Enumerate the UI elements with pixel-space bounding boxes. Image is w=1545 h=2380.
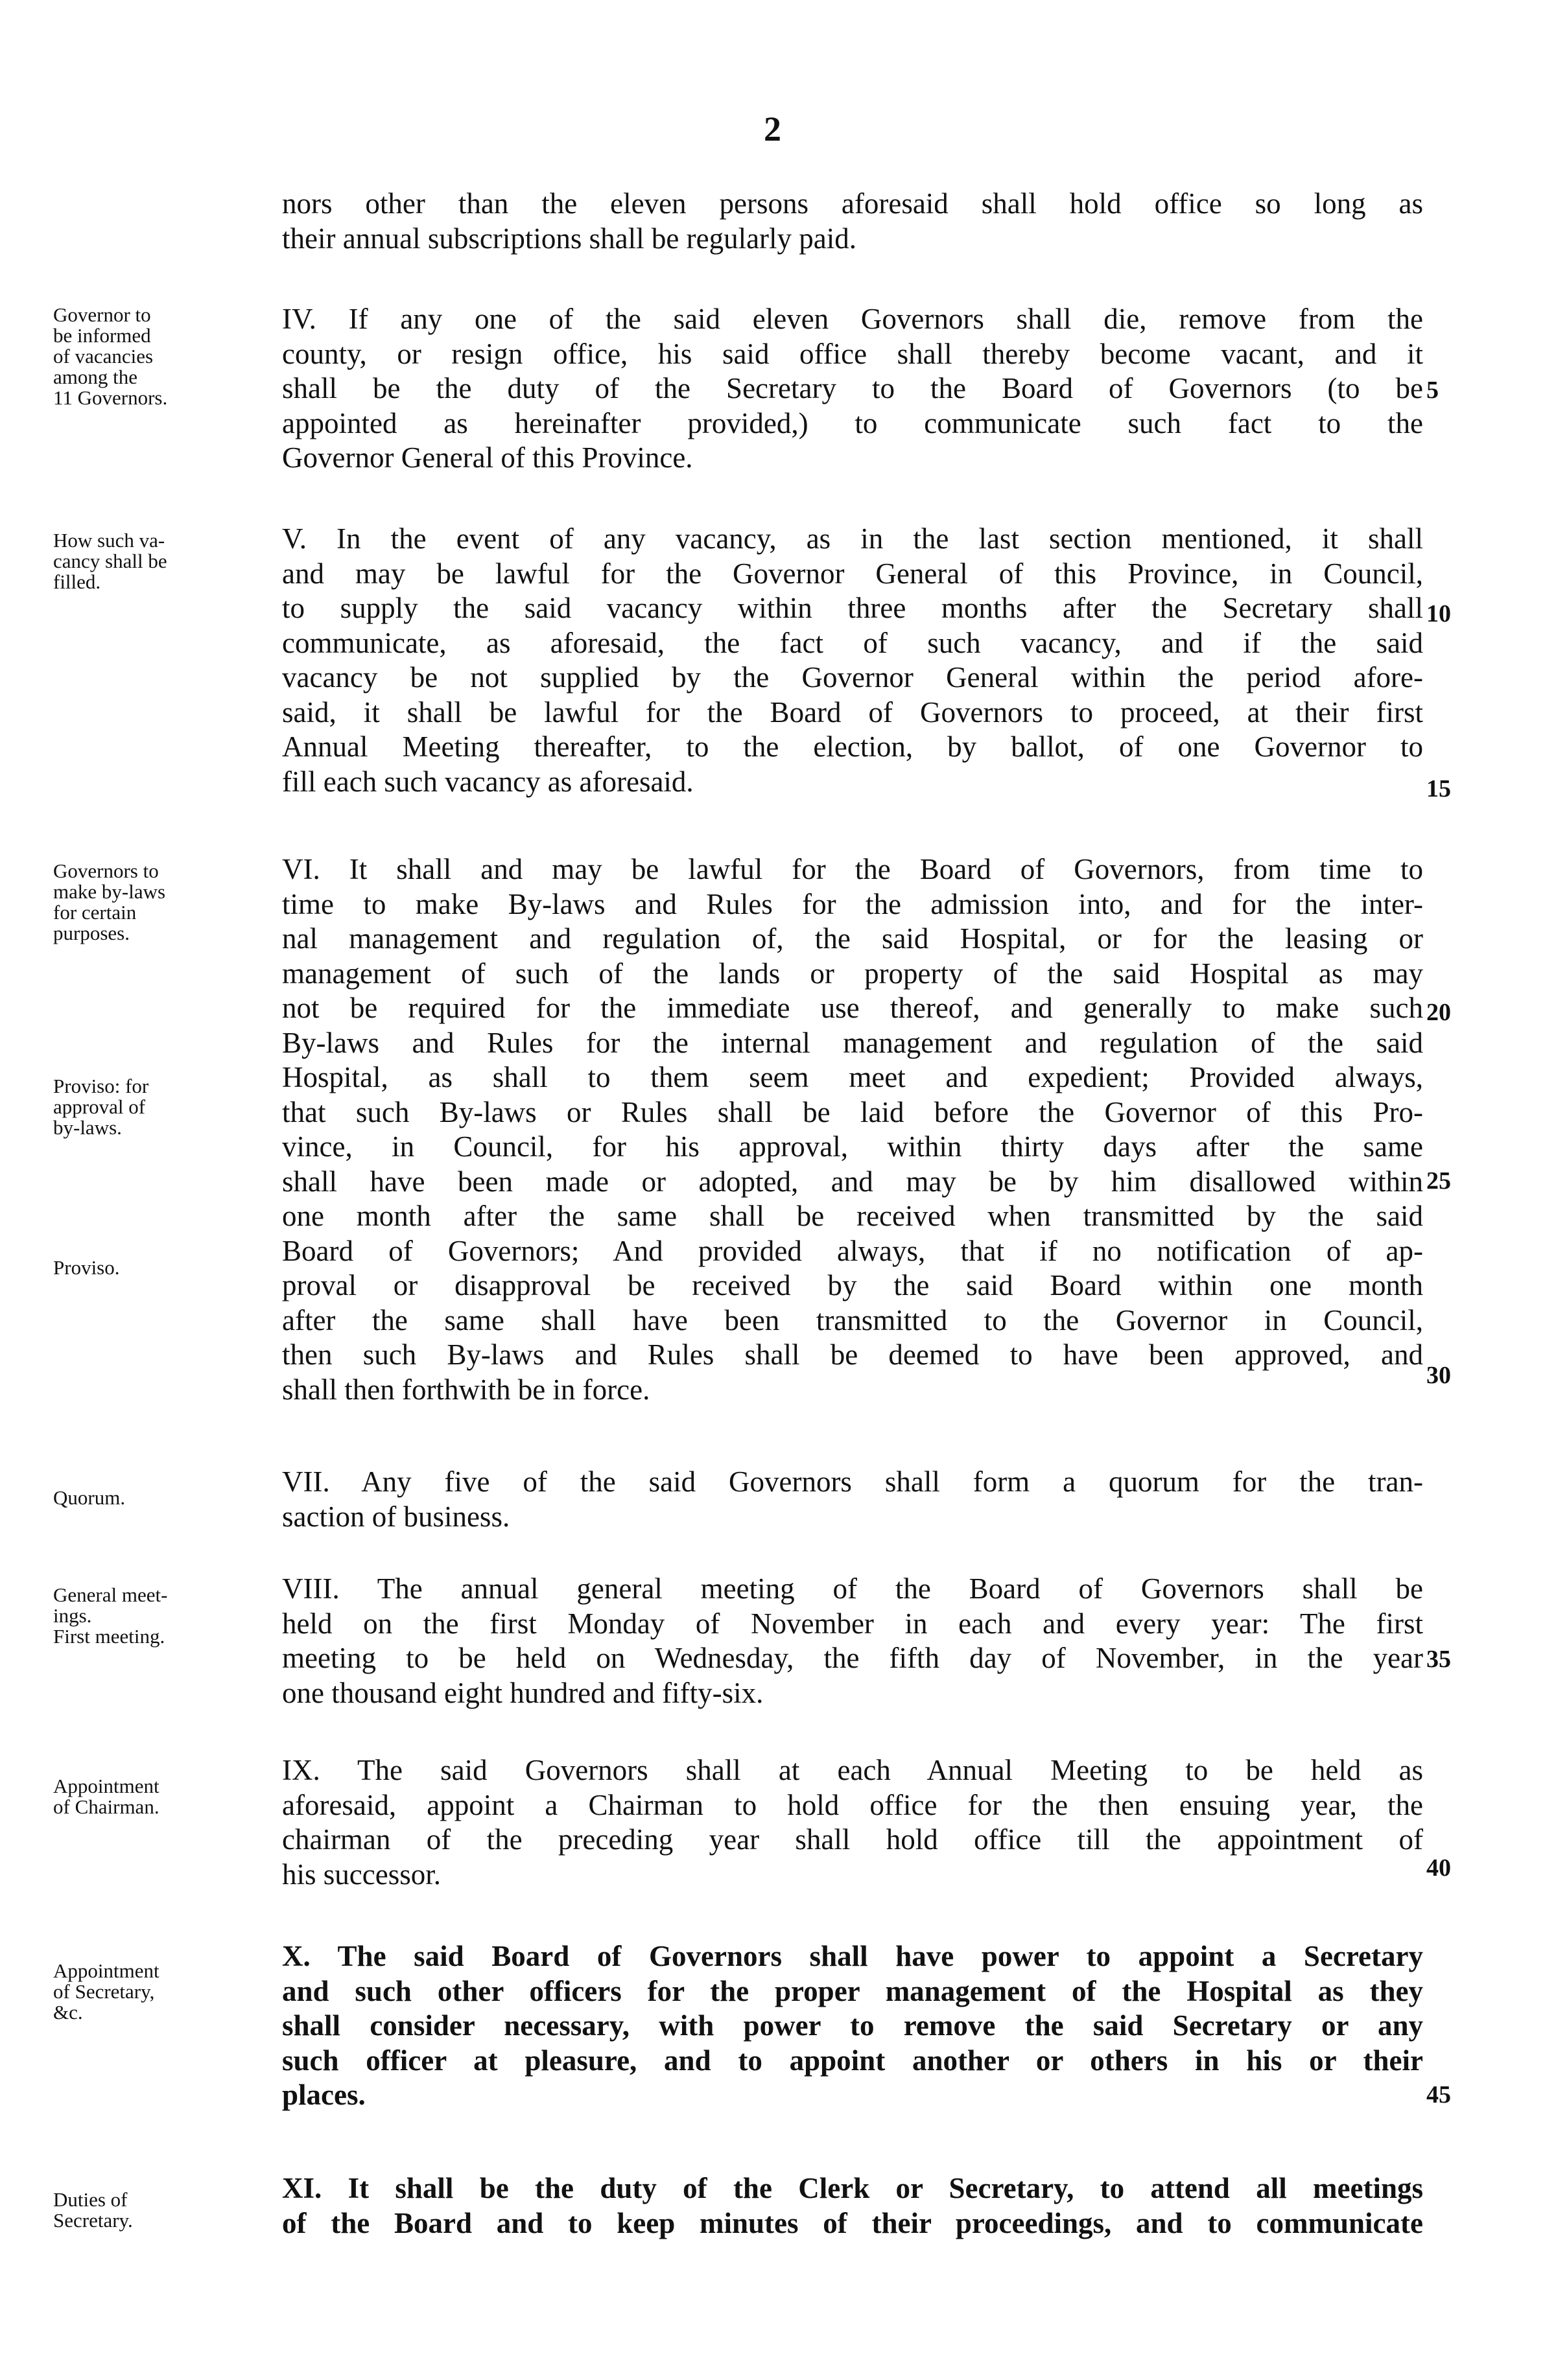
margin-note-proviso: Proviso. xyxy=(53,1256,120,1279)
line-number: 5 xyxy=(1426,377,1439,404)
line-number: 20 xyxy=(1426,999,1451,1026)
line-number: 15 xyxy=(1426,775,1451,802)
margin-note-secretary: Appointment of Secretary, &c. xyxy=(53,1959,159,2024)
text-line: their annual subscriptions shall be regularly paid. xyxy=(282,222,857,255)
section-vi: VI. It shall and may be lawful for the Board of Governors, from time to time to make By-laws and Rules for the admission into, and for the inter- nal management and regulation of, the said Hospital, or for the leasing or management of such of the lands or property of the said Hospital as may not be required for the immediate use thereof, and generally to make such By-laws and Rules for the internal management and regulation of the said Hospital, as shall to them seem meet and expedient; Provided always, that such By-laws or Rules shall be laid before the Governor of this Pro- vince, in Council, for his approval, within thirty days after the same shall have been made or adopted, and may be by him disallowed within one month after the same shall be received when transmitted by the said Board of Governors; And provided always, that if no notification of ap- proval or disapproval be received by the said Board within one month after the same shall have been transmitted to the Governor in Council, then such By-laws and Rules shall be deemed to have been approved, and shall then forthwith be in force. xyxy=(282,853,1423,1406)
margin-note-vacancy-filled: How such va- cancy shall be filled. xyxy=(53,529,167,593)
margin-note-duties-secretary: Duties of Secretary. xyxy=(53,2188,133,2232)
line-number: 30 xyxy=(1426,1362,1451,1389)
intro-paragraph xyxy=(282,187,1423,256)
page-number: 2 xyxy=(764,110,781,148)
section-viii: VIII. The annual general meeting of the Board of Governors shall be held on the first Monday of November in each and every year: The first meeting to be held on Wednesday, the fifth day of November, in the year one thousand eight hundred and fifty-six. xyxy=(282,1572,1423,1709)
line-number: 10 xyxy=(1426,600,1451,627)
line-number: 45 xyxy=(1426,2081,1451,2108)
section-xi: XI. It shall be the duty of the Clerk or Secretary, to attend all meetings of the Board and to keep minutes of their proceedings, and to communicate xyxy=(282,2172,1423,2239)
section-ix: IX. The said Governors shall at each Annual Meeting to be held as aforesaid, appoint a Chairman to hold office for the then ensuing year, the chairman of the preceding year shall hold office till the appointment of his successor. xyxy=(282,1754,1423,1891)
line-number: 35 xyxy=(1426,1646,1451,1673)
section-vii: VII. Any five of the said Governors shall form a quorum for the tran- saction of business. xyxy=(282,1465,1423,1533)
section-iv: IV. If any one of the said eleven Governors shall die, remove from the county, or resign office, his said office shall thereby become vacant, and it shall be the duty of the Secretary to the Board of Governors (to be appointed as hereinafter provided,) to communicate such fact to the Governor General of this Province. xyxy=(282,303,1423,474)
section-x: X. The said Board of Governors shall have power to appoint a Secretary and such other officers for the proper management of the Hospital as they shall consider necessary, with power to remove the said Secretary or any such officer at pleasure, and to appoint another or others in his or their places. xyxy=(282,1940,1423,2111)
margin-note-chairman: Appointment of Chairman. xyxy=(53,1775,159,1818)
line-number: 25 xyxy=(1426,1167,1451,1195)
margin-note-general-meetings: General meet- ings. First meeting. xyxy=(53,1583,168,1648)
line-number: 40 xyxy=(1426,1854,1451,1882)
text-line: nors other than the eleven persons aforesaid shall hold office so long as xyxy=(282,187,1423,220)
margin-note-proviso-approval: Proviso: for approval of by-laws. xyxy=(53,1075,149,1139)
margin-note-bylaws: Governors to make by-laws for certain purposes. xyxy=(53,859,166,944)
margin-note-quorum: Quorum. xyxy=(53,1486,126,1509)
section-v: V. In the event of any vacancy, as in the last section mentioned, it shall and may be lawful for the Governor General of this Province, in Council, to supply the said vacancy within three months after the Secretary shall communicate, as aforesaid, the fact of such vacancy, and if the said vacancy be not supplied by the Governor General within the period afore- said, it shall be lawful for the Board of Governors to proceed, at their first Annual Meeting thereafter, to the election, by ballot, of one Governor to fill each such vacancy as aforesaid. xyxy=(282,522,1423,798)
margin-note-governor-vacancies: Governor to be informed of vacancies among the 11 Governors. xyxy=(53,303,168,409)
